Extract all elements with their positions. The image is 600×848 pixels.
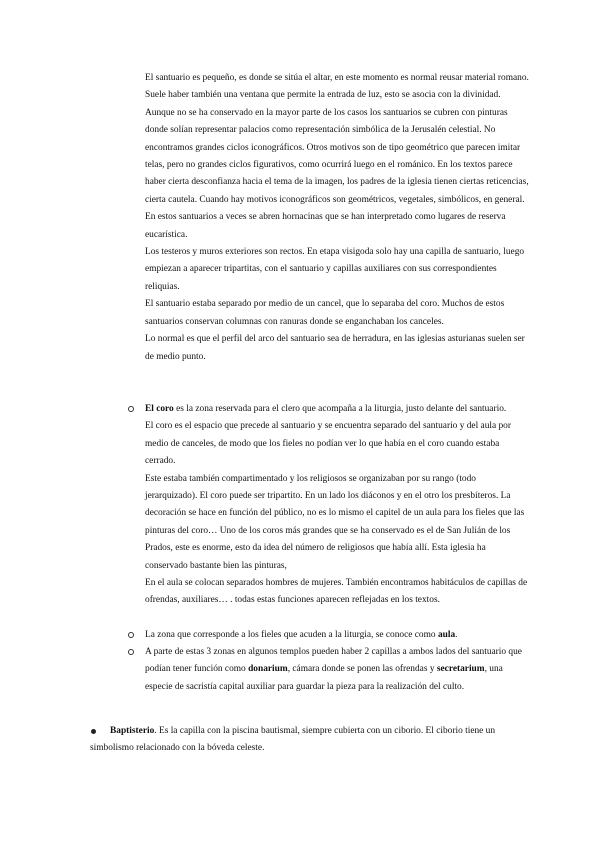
hollow-bullet-icon: [128, 632, 134, 638]
paragraph: En el aula se colocan separados hombres de mujeres. También encontramos habitáculos de capillas de ofrendas, auxiliares… . todas estas funciones aparecen reflejadas en los textos.: [145, 578, 528, 606]
coro-section: [145, 401, 530, 610]
capillas-section: [145, 644, 530, 696]
paragraph-text: La zona que corresponde a los fieles que acuden a la liturgia, se conoce como: [145, 630, 438, 640]
paragraph: Aunque no se ha conservado en la mayor parte de los casos los santuarios se cubren con pinturas donde solían representar palacios como representación simbólica de la Jerusalén celestial. No encontramos grandes ciclos iconográficos. Otros motivos son de tipo geométrico que parecen imitar telas, pero no grandes ciclos figurativos, como ocurrirá luego en el románico. En los textos parece haber cierta desconfianza hacia el tema de la imagen, los padres de la iglesia tienen ciertas reticencias, cierta cautela. Cuando hay motivos iconográficos son geométricos, vegetales, simbólicos, en general.: [145, 107, 529, 205]
paragraph: [145, 401, 530, 418]
bold-term: aula: [437, 630, 456, 640]
bold-term: Baptisterio: [110, 726, 155, 736]
paragraph-text: es la zona reservada para el clero que acompaña a la liturgia, justo delante del santuario.: [173, 404, 507, 414]
bold-term: secretarium: [436, 664, 485, 675]
bold-term: El coro: [145, 404, 174, 414]
paragraph: El santuario estaba separado por medio de un cancel, que lo separaba del coro. Muchos de estos santuarios conservan columnas con ranuras donde se enganchaban los canceles.: [145, 299, 505, 327]
paragraph: [145, 627, 530, 644]
bold-term: donarium: [248, 664, 288, 675]
hollow-bullet-icon: [128, 406, 134, 412]
paragraph-text: A parte de estas 3 zonas en algunos templos pueden haber 2 capillas a ambos lados del santuario que podían tener función como: [145, 647, 522, 675]
hollow-bullet-icon: [128, 649, 134, 655]
paragraph: El coro es el espacio que precede al santuario y se encuentra separado del santuario y del aula por medio de canceles, de modo que los fieles no podían ver lo que había en el coro cuando estaba cerrado.: [145, 421, 511, 467]
paragraph-text: .: [455, 630, 458, 640]
paragraph: El santuario es pequeño, es donde se sitúa el altar, en este momento es normal reusar material romano. Suele haber también una ventana que permite la entrada de luz, esto se asocia con la divinidad.: [145, 73, 529, 101]
paragraph: En estos santuarios a veces se abren hornacinas que se han interpretado como lugares de reserva eucarística.: [145, 212, 506, 240]
paragraph: [145, 644, 530, 696]
santuario-section: [145, 70, 530, 366]
baptisterio-section: [90, 723, 530, 758]
paragraph-text: . Es la capilla con la piscina bautismal, siempre cubierta con un ciborio. El ciborio tiene un simbolismo relacionado con la bóveda celeste.: [90, 726, 496, 754]
paragraph: Los testeros y muros exteriores son rectos. En etapa visigoda solo hay una capilla de santuario, luego empiezan a aparecer tripartitas, con el santuario y capillas auxiliares con sus correspondientes reliquias.: [145, 247, 525, 292]
aula-section: [145, 627, 530, 644]
paragraph-text: , una especie de sacristía capital auxiliar para guardar la pieza para la realización del culto.: [145, 664, 503, 692]
paragraph: [90, 723, 530, 758]
paragraph: Este estaba también compartimentado y los religiosos se organizaban por su rango (todo jerarquizado). El coro puede ser tripartito. En un lado los diáconos y en el otro los presbíteros. La decoración se hace en función del público, no es lo mismo el capitel de un aula para los fieles que las pinturas del coro… Uno de los coros más grandes que se ha conservado es el de San Julián de los Prados, este es enorme, esto da idea del número de religiosos que había allí. Esta iglesia ha conservado bastante bien las pinturas,: [145, 473, 525, 571]
paragraph-text: , cámara donde se ponen las ofrendas y: [287, 664, 437, 675]
paragraph: Lo normal es que el perfil del arco del santuario sea de herradura, en las iglesias asturianas suelen ser de medio punto.: [145, 334, 525, 362]
